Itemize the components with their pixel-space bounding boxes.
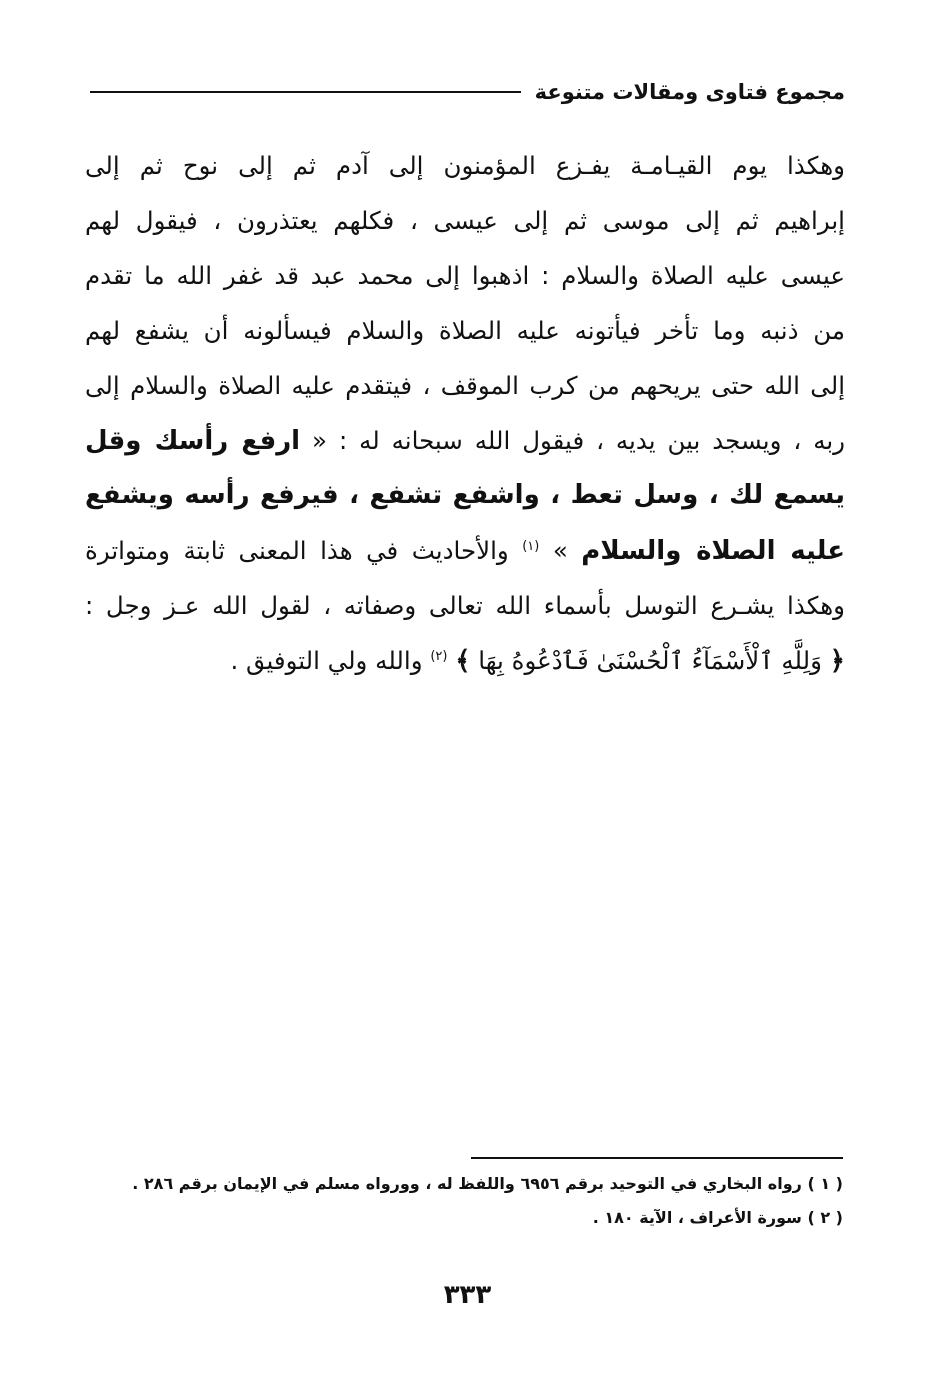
text-line-8-rest: والأحاديث في هذا المعنى ثابتة ومتواترة [85,536,509,565]
closing-phrase: والله ولي التوفيق . [230,646,423,675]
running-header [90,72,845,112]
text-line-4: من ذنبه وما تأخر فيأتونه عليه الصلاة والسلام فيسألونه أن يشفع لهم [85,316,845,345]
text-line-10 [85,633,845,688]
text-line-5: إلى الله حتى يريحهم من كرب الموقف ، فيتقدم عليه الصلاة والسلام إلى [85,371,845,400]
hadith-quote-line: يسمع لك ، وسل تعط ، واشفع تشفع ، فيرفع رأسه ويشفع [85,480,845,510]
text-line-1: وهكذا يوم القيـامـة يفـزع المؤمنون إلى آدم ثم إلى نوح ثم إلى [85,151,845,180]
footnote-2: ( ٢ ) سورة الأعراف ، الآية ١٨٠ . [592,1208,843,1227]
hadith-quote-start: ارفع رأسك وقل [85,426,301,456]
footnote-separator [471,1157,843,1159]
quran-bracket-open: ﴿ [829,646,845,676]
page-number: ٣٣٣ [443,1280,492,1310]
hadith-quote-end: عليه الصلاة والسلام [581,536,845,566]
footnote-ref-1[interactable]: (١) [522,538,540,554]
header-title: مجموع فتاوى ومقالات متنوعة [534,80,845,104]
footnotes [132,1167,843,1235]
main-text [85,138,845,688]
text-line-6 [85,413,845,468]
quran-bracket-close: ﴾ [455,646,471,676]
text-line-2: إبراهيم ثم إلى موسى ثم إلى عيسى ، فكلهم يعتذرون ، فيقول لهم [85,206,845,235]
text-line-3: عيسى عليه الصلاة والسلام : اذهبوا إلى محمد عبد قد غفر الله ما تقدم [85,261,845,290]
text-line-6-start: ربه ، ويسجد بين يديه ، فيقول الله سبحانه له : « [312,426,845,455]
text-line-9: وهكذا يشـرع التوسل بأسماء الله تعالى وصفاته ، لقول الله عـز وجل : [85,591,845,620]
header-rule [90,91,521,93]
quran-verse: وَلِلَّهِ ٱلْأَسْمَآءُ ٱلْحُسْنَىٰ فَٱدْعُوهُ بِهَا [478,646,822,675]
footnote-ref-2[interactable]: (٢) [430,648,448,664]
closing-quote-mark: » [552,536,568,565]
footnote-1: ( ١ ) رواه البخاري في التوحيد برقم ٦٩٥٦ واللفظ له ، وورواه مسلم في الإيمان برقم ٢٨٦ . [132,1174,843,1193]
text-line-8 [85,523,845,578]
